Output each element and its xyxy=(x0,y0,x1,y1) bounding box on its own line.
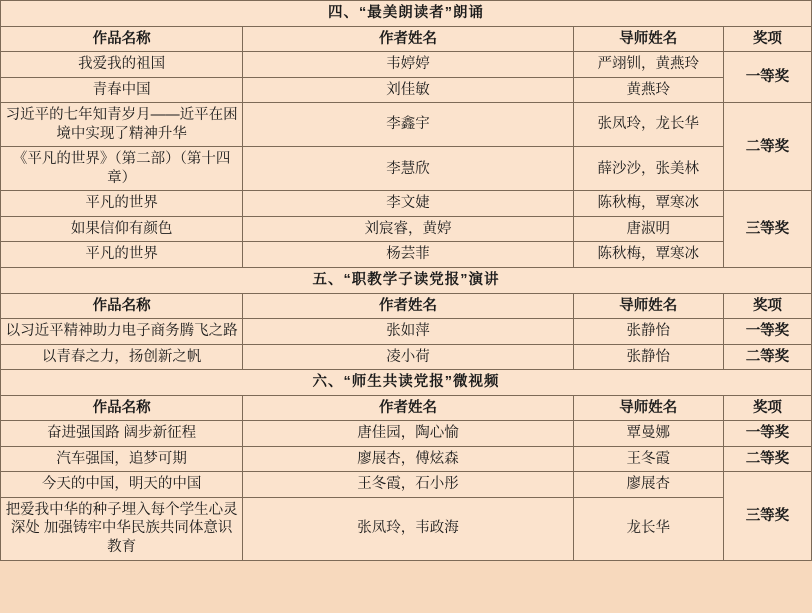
table-row xyxy=(1,52,812,78)
column-header-row xyxy=(1,293,812,319)
column-header: 作者姓名 xyxy=(243,293,573,319)
mentor-name-cell: 唐淑明 xyxy=(573,216,723,242)
column-header: 奖项 xyxy=(723,26,811,52)
table-row xyxy=(1,319,812,345)
table-row xyxy=(1,497,812,560)
author-name-cell: 李鑫宇 xyxy=(243,103,573,147)
mentor-name-cell: 陈秋梅，覃寒冰 xyxy=(573,242,723,268)
prize-cell: 一等奖 xyxy=(723,319,811,345)
prize-cell: 三等奖 xyxy=(723,191,811,268)
column-header: 作品名称 xyxy=(1,293,243,319)
table-row xyxy=(1,191,812,217)
work-name-cell: 奋进强国路 阔步新征程 xyxy=(1,421,243,447)
mentor-name-cell: 龙长华 xyxy=(573,497,723,560)
column-header: 导师姓名 xyxy=(573,26,723,52)
column-header: 作品名称 xyxy=(1,395,243,421)
author-name-cell: 刘佳敏 xyxy=(243,77,573,103)
column-header-row xyxy=(1,26,812,52)
column-header: 作品名称 xyxy=(1,26,243,52)
author-name-cell: 张如萍 xyxy=(243,319,573,345)
mentor-name-cell: 王冬霞 xyxy=(573,446,723,472)
section-title: 四、“最美朗读者”朗诵 xyxy=(1,1,812,27)
mentor-name-cell: 张静怡 xyxy=(573,344,723,370)
author-name-cell: 韦婷婷 xyxy=(243,52,573,78)
section-title-row xyxy=(1,370,812,396)
section-title: 六、“师生共读党报”微视频 xyxy=(1,370,812,396)
work-name-cell: 《平凡的世界》（第二部）（第十四章） xyxy=(1,147,243,191)
mentor-name-cell: 张静怡 xyxy=(573,319,723,345)
column-header: 奖项 xyxy=(723,395,811,421)
prize-cell: 二等奖 xyxy=(723,446,811,472)
prize-cell: 二等奖 xyxy=(723,103,811,191)
mentor-name-cell: 严翊钏，黄燕玲 xyxy=(573,52,723,78)
column-header: 导师姓名 xyxy=(573,293,723,319)
prize-cell: 一等奖 xyxy=(723,421,811,447)
table-row xyxy=(1,344,812,370)
author-name-cell: 刘宸睿，黄婷 xyxy=(243,216,573,242)
work-name-cell: 以习近平精神助力电子商务腾飞之路 xyxy=(1,319,243,345)
author-name-cell: 张凤玲，韦政海 xyxy=(243,497,573,560)
mentor-name-cell: 陈秋梅，覃寒冰 xyxy=(573,191,723,217)
author-name-cell: 李文婕 xyxy=(243,191,573,217)
table-row xyxy=(1,77,812,103)
work-name-cell: 把爱我中华的种子埋入每个学生心灵深处 加强铸牢中华民族共同体意识教育 xyxy=(1,497,243,560)
mentor-name-cell: 薛沙沙，张美林 xyxy=(573,147,723,191)
section-title-row xyxy=(1,268,812,294)
mentor-name-cell: 黄燕玲 xyxy=(573,77,723,103)
column-header: 奖项 xyxy=(723,293,811,319)
author-name-cell: 凌小荷 xyxy=(243,344,573,370)
table-row xyxy=(1,242,812,268)
work-name-cell: 平凡的世界 xyxy=(1,191,243,217)
mentor-name-cell: 张凤玲，龙长华 xyxy=(573,103,723,147)
work-name-cell: 汽车强国，追梦可期 xyxy=(1,446,243,472)
table-row xyxy=(1,421,812,447)
author-name-cell: 李慧欣 xyxy=(243,147,573,191)
table-row xyxy=(1,446,812,472)
table-row xyxy=(1,216,812,242)
column-header: 导师姓名 xyxy=(573,395,723,421)
author-name-cell: 唐佳园，陶心愉 xyxy=(243,421,573,447)
author-name-cell: 王冬霞，石小彤 xyxy=(243,472,573,498)
work-name-cell: 如果信仰有颜色 xyxy=(1,216,243,242)
prize-cell: 三等奖 xyxy=(723,472,811,560)
mentor-name-cell: 廖展杏 xyxy=(573,472,723,498)
section-title: 五、“职教学子读党报”演讲 xyxy=(1,268,812,294)
column-header-row xyxy=(1,395,812,421)
author-name-cell: 杨芸菲 xyxy=(243,242,573,268)
section-title-row xyxy=(1,1,812,27)
work-name-cell: 平凡的世界 xyxy=(1,242,243,268)
author-name-cell: 廖展杏，傅炫森 xyxy=(243,446,573,472)
work-name-cell: 以青春之力，扬创新之帆 xyxy=(1,344,243,370)
work-name-cell: 今天的中国，明天的中国 xyxy=(1,472,243,498)
prize-cell: 二等奖 xyxy=(723,344,811,370)
table-row xyxy=(1,103,812,147)
column-header: 作者姓名 xyxy=(243,26,573,52)
column-header: 作者姓名 xyxy=(243,395,573,421)
mentor-name-cell: 覃曼娜 xyxy=(573,421,723,447)
work-name-cell: 我爱我的祖国 xyxy=(1,52,243,78)
work-name-cell: 习近平的七年知青岁月——近平在困境中实现了精神升华 xyxy=(1,103,243,147)
prize-cell: 一等奖 xyxy=(723,52,811,103)
table-row xyxy=(1,472,812,498)
table-row xyxy=(1,147,812,191)
work-name-cell: 青春中国 xyxy=(1,77,243,103)
